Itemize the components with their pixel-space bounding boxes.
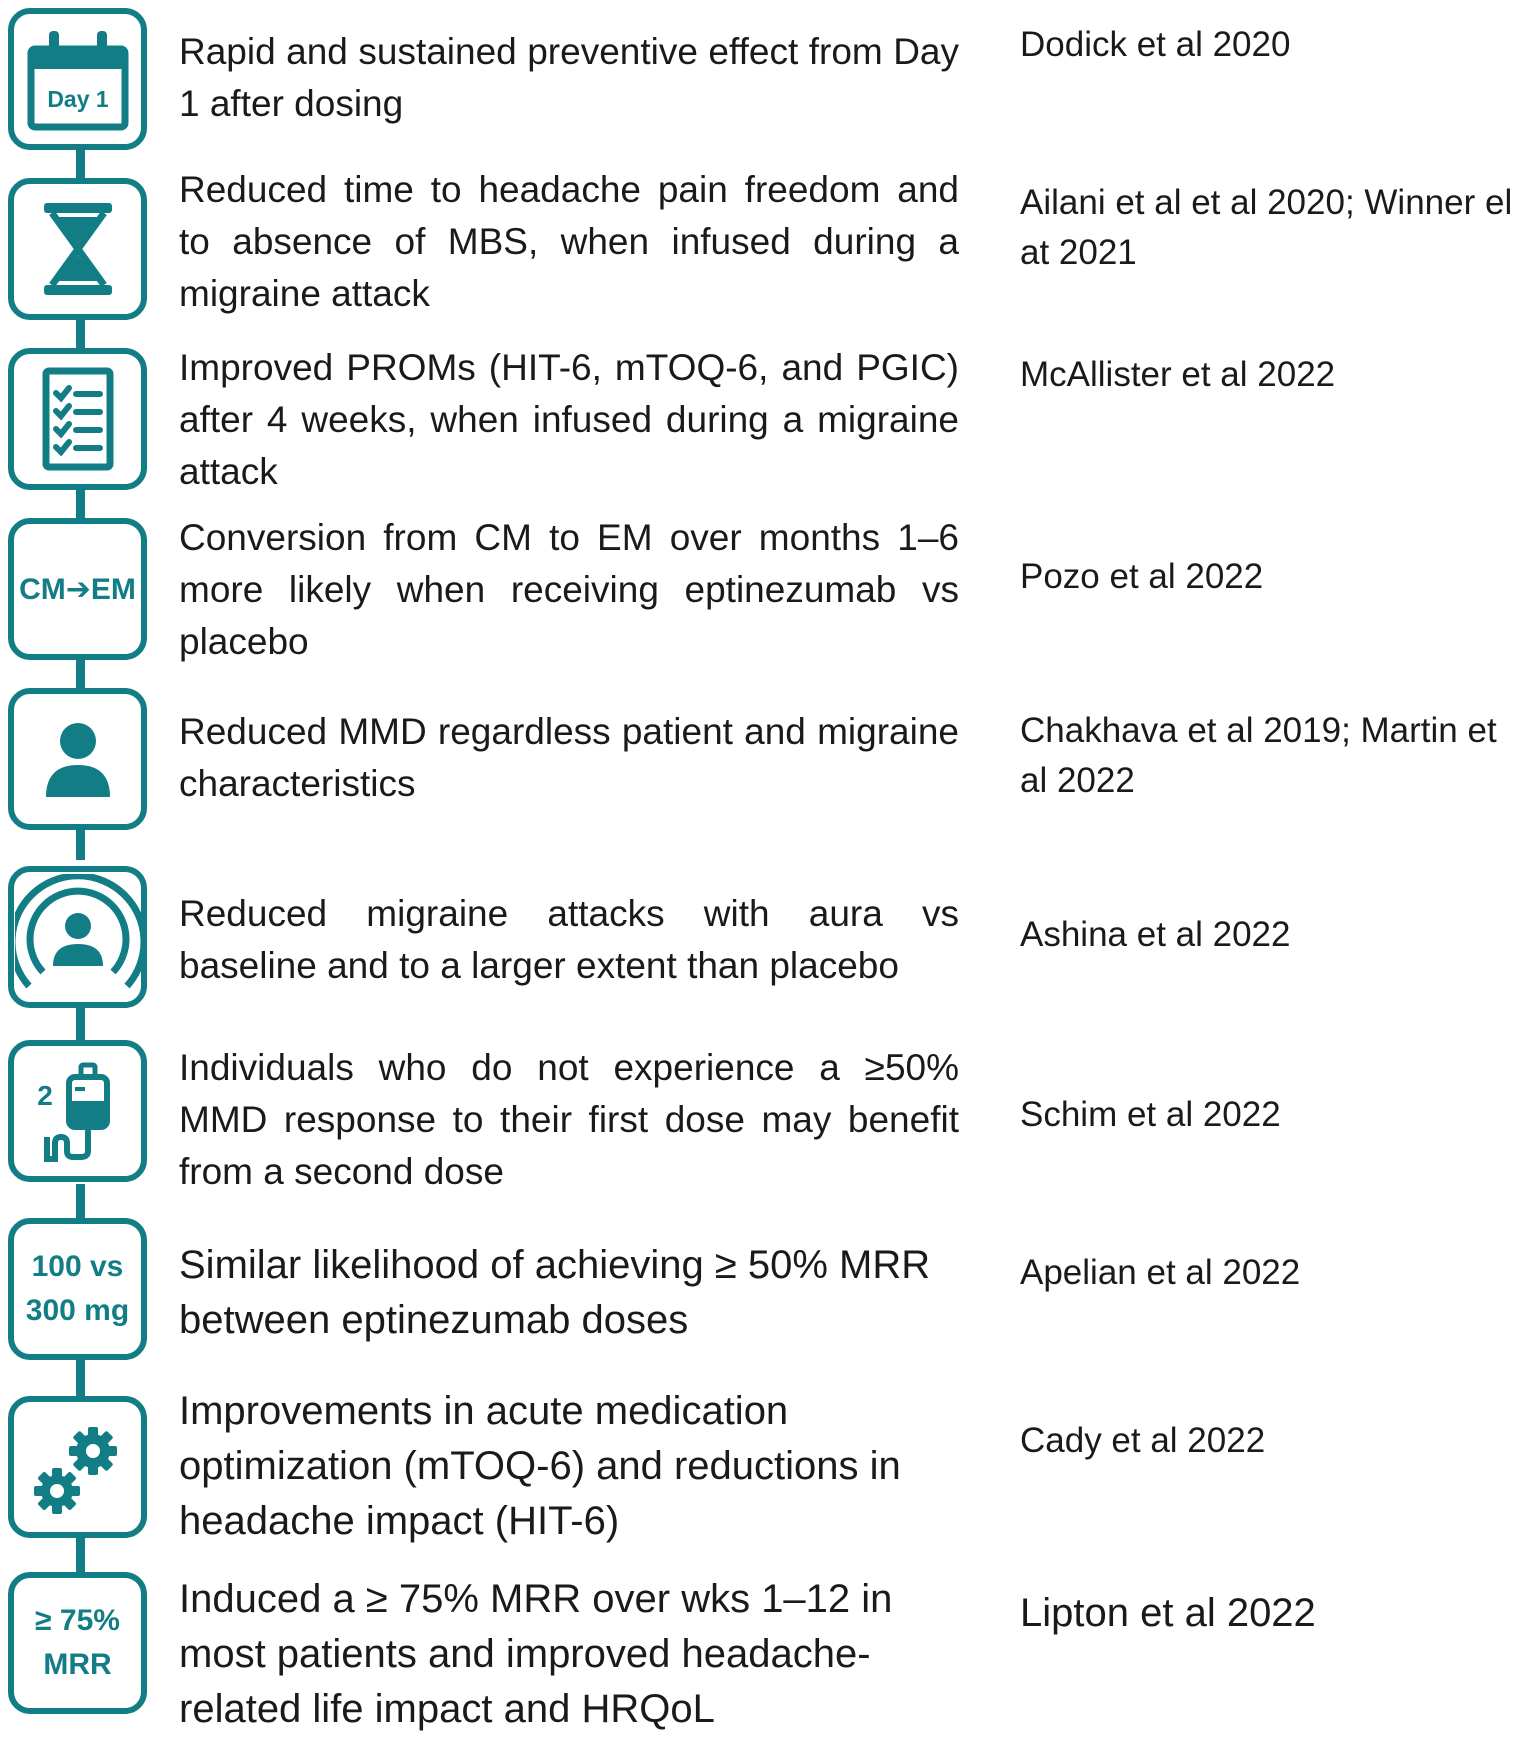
finding-reference: Lipton et al 2022	[1020, 1591, 1316, 1635]
finding-reference: Schim et al 2022	[1020, 1095, 1281, 1134]
finding-reference: Ailani et al et al 2020; Winner el at 2021	[1020, 183, 1513, 272]
finding-reference: McAllister et al 2022	[1020, 355, 1336, 394]
calendar-icon	[8, 8, 147, 150]
finding-description: Induced a ≥ 75% MRR over wks 1–12 in most patients and improved headache-related life impact and HRQoL	[179, 1577, 893, 1731]
conversion-icon	[8, 518, 147, 660]
finding-description: Reduced time to headache pain freedom and to absence of MBS, when infused during a migraine attack	[179, 169, 959, 314]
timeline-connector	[76, 1360, 85, 1396]
mrr-label-1: ≥ 75%	[35, 1604, 120, 1637]
finding-description: Rapid and sustained preventive effect from Day 1 after dosing	[179, 31, 959, 124]
timeline-connector	[76, 488, 85, 518]
finding-reference: Chakhava et al 2019; Martin et al 2022	[1020, 711, 1497, 800]
iv-drip-icon	[8, 1040, 147, 1182]
finding-description: Conversion from CM to EM over months 1–6 more likely when receiving eptinezumab vs placebo	[179, 517, 959, 662]
person-icon	[8, 688, 147, 830]
timeline-connector	[76, 148, 85, 178]
second-dose-label: 2	[36, 1080, 53, 1111]
mrr-label-2: MRR	[43, 1648, 112, 1681]
hourglass-icon	[8, 178, 147, 320]
gears-icon	[8, 1396, 147, 1538]
finding-description: Improved PROMs (HIT-6, mTOQ-6, and PGIC) after 4 weeks, when infused during a migraine attack	[179, 347, 959, 492]
checklist-icon	[8, 348, 147, 490]
finding-reference: Cady et al 2022	[1020, 1421, 1266, 1460]
conversion-label: CM➔EM	[19, 572, 136, 606]
finding-description: Similar likelihood of achieving ≥ 50% MRR between eptinezumab doses	[179, 1243, 931, 1342]
timeline-connector	[76, 1184, 85, 1218]
dose-label-1: 100 vs	[31, 1250, 124, 1283]
timeline-connector	[76, 830, 85, 860]
finding-reference: Dodick et al 2020	[1020, 25, 1291, 64]
finding-description: Individuals who do not experience a ≥50% MMD response to their first dose may benefit from a second dose	[179, 1047, 959, 1192]
finding-description: Reduced migraine attacks with aura vs baseline and to a larger extent than placebo	[179, 893, 959, 986]
person-aura-icon	[8, 866, 147, 1008]
timeline-connector	[76, 318, 85, 348]
finding-description: Reduced MMD regardless patient and migraine characteristics	[179, 711, 959, 804]
finding-reference: Pozo et al 2022	[1020, 557, 1264, 596]
timeline-connector	[76, 658, 85, 688]
timeline-connector	[76, 1538, 85, 1572]
mrr-icon	[8, 1572, 147, 1714]
finding-description: Improvements in acute medication optimization (mTOQ-6) and reductions in headache impact (HIT-6)	[179, 1389, 901, 1543]
finding-reference: Ashina et al 2022	[1020, 915, 1291, 954]
dose-label-2: 300 mg	[25, 1294, 130, 1327]
finding-reference: Apelian et al 2022	[1020, 1253, 1301, 1292]
timeline-connector	[76, 1008, 85, 1040]
dose-icon	[8, 1218, 147, 1360]
calendar-day-label: Day 1	[46, 86, 109, 112]
